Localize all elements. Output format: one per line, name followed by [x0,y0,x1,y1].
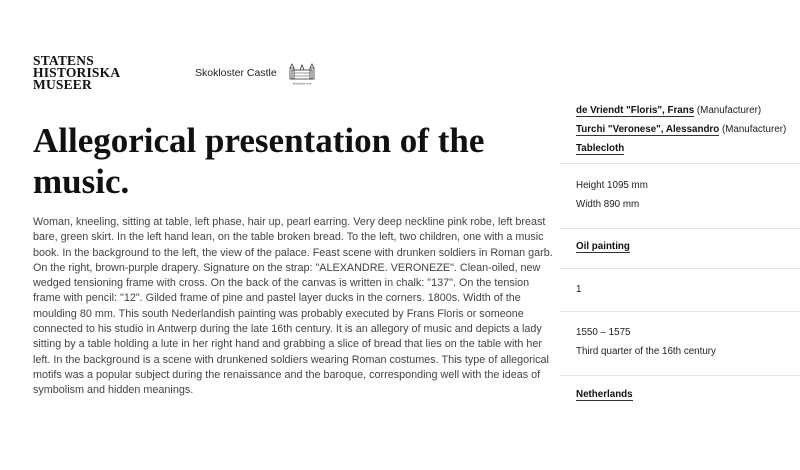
creator-row [576,120,800,139]
place-link[interactable]: Netherlands [576,389,633,400]
category-link[interactable]: Tablecloth [576,143,625,154]
category-row [576,139,800,158]
object-title: Allegorical presentation of the music. [33,121,485,201]
museum-link[interactable]: Skokloster Castle [195,67,277,79]
logo-line: MUSEER [33,77,92,92]
dimensions-section [560,164,800,229]
creator-row [576,101,800,120]
creators-section [560,98,800,164]
castle-logo-icon[interactable] [288,62,316,86]
castle-caption: Skokloster slott [292,81,312,86]
period-value: Third quarter of the 16th century [576,346,716,357]
object-facts-sidebar [560,98,800,412]
creator-role: (Manufacturer) [696,105,762,116]
logo-line: HISTORISKA [33,65,121,80]
creator-link[interactable]: de Vriendt "Floris", Frans [576,105,695,116]
count-section [560,269,800,312]
technique-link[interactable]: Oil painting [576,241,630,252]
width-value: Width 890 mm [576,199,640,210]
creator-link[interactable]: Turchi "Veronese", Alessandro [576,124,720,135]
dating-value: 1550 – 1575 [576,327,631,338]
creator-role: (Manufacturer) [721,124,787,135]
logo-line: STATENS [33,53,94,68]
object-description: Woman, kneeling, sitting at table, left phase, hair up, pearl earring. Very deep neckline pink robe, left breast bare, green skirt. In the left hand lean, on the table broken bread. To the left, two children, one with a music book. In the background to the left, the view of the palace. Feast scene with drunken soldiers in Roman garb. On the right, brown-purple drapery. Signature on the strap: "ALEXANDRE. VERONEZE". Clean-oiled, new wedged tensioning frame with cross. On the back of the canvas is written in chalk: "137". On the tension frame with pencil: "12". Gilded frame of pine and pastel layer ducks in the corners. 1800s. Width of the moulding 80 mm. This south Nederlandish painting was probably executed by Frans Floris or someone connected to his studio in Antwerp during the late 16th century. It is an allegory of music and depicts a lady sitting by a table holding a lute in her right hand and grabbing a slice of bread that lies on the table with her left. In the background is a scene with drunkened soldiers wearing Roman costumes. This type of allegorical motifs was a popular subject during the renaissance and the baroque, corresponding well with the ideas of symbolism and hidden meanings. [33,216,553,397]
shm-logo[interactable] [33,55,120,91]
height-value: Height 1095 mm [576,180,648,191]
technique-section [560,229,800,269]
place-section [560,376,800,412]
dating-section [560,312,800,376]
count-value: 1 [576,284,582,295]
